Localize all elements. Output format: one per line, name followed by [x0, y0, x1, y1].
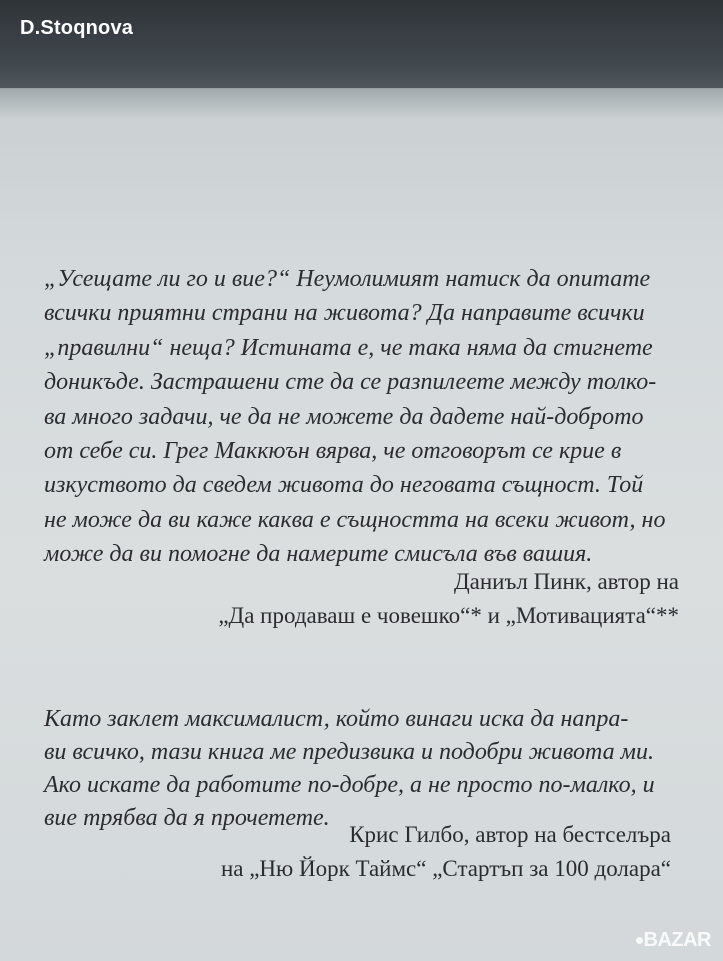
quote-line: изкуството да сведем живота до неговата същност. Той	[44, 472, 644, 499]
quote-line: ва много задачи, че да не можете да дадете най-доброто	[44, 403, 644, 430]
quote-line: „правилни“ неща? Истината е, че така няма да стигнете	[44, 334, 653, 361]
quote-2	[44, 703, 684, 835]
attribution-line: на „Ню Йорк Таймс“ „Стартъп за 100 долара“	[220, 856, 671, 881]
watermark-text: D.Stoqnova	[20, 17, 134, 39]
background-surface	[0, 0, 723, 100]
quote-line: вие трябва да я прочетете.	[44, 805, 330, 831]
site-logo	[636, 929, 712, 952]
quote-line: не може да ви каже каква е същността на всеки живот, но	[44, 506, 666, 533]
quote-1-attribution	[218, 565, 679, 633]
quote-2-attribution	[221, 818, 671, 886]
quote-line: всички приятни страни на живота? Да направите всички	[44, 300, 645, 327]
quote-line: Ако искате да работите по-добре, а не просто по-малко, и	[44, 772, 655, 798]
logo-text: BAZAR	[643, 929, 711, 951]
quote-1	[44, 262, 684, 572]
attribution-line: „Да продаваш е човешко“* и „Мотивацията“**	[218, 603, 679, 628]
quote-line: от себе си. Грег Маккюън вярва, че отговорът се крие в	[44, 438, 622, 465]
quote-line: ви всичко, тази книга ме предизвика и подобри живота ми.	[44, 739, 654, 765]
quote-line: може да ви помогне да намерите смисъла във вашия.	[44, 541, 593, 568]
quote-line: „Усещате ли го и вие?“ Неумолимият натиск да опитате	[44, 266, 651, 292]
logo-dot-icon	[636, 937, 643, 944]
quote-line: Като заклет максималист, който винаги иска да напра-	[44, 706, 629, 732]
attribution-line: Крис Гилбо, автор на бестселъра	[349, 822, 671, 847]
quote-line: доникъде. Застрашени сте да се разпилеете между толко-	[44, 369, 657, 396]
attribution-line: Даниъл Пинк, автор на	[453, 569, 679, 594]
